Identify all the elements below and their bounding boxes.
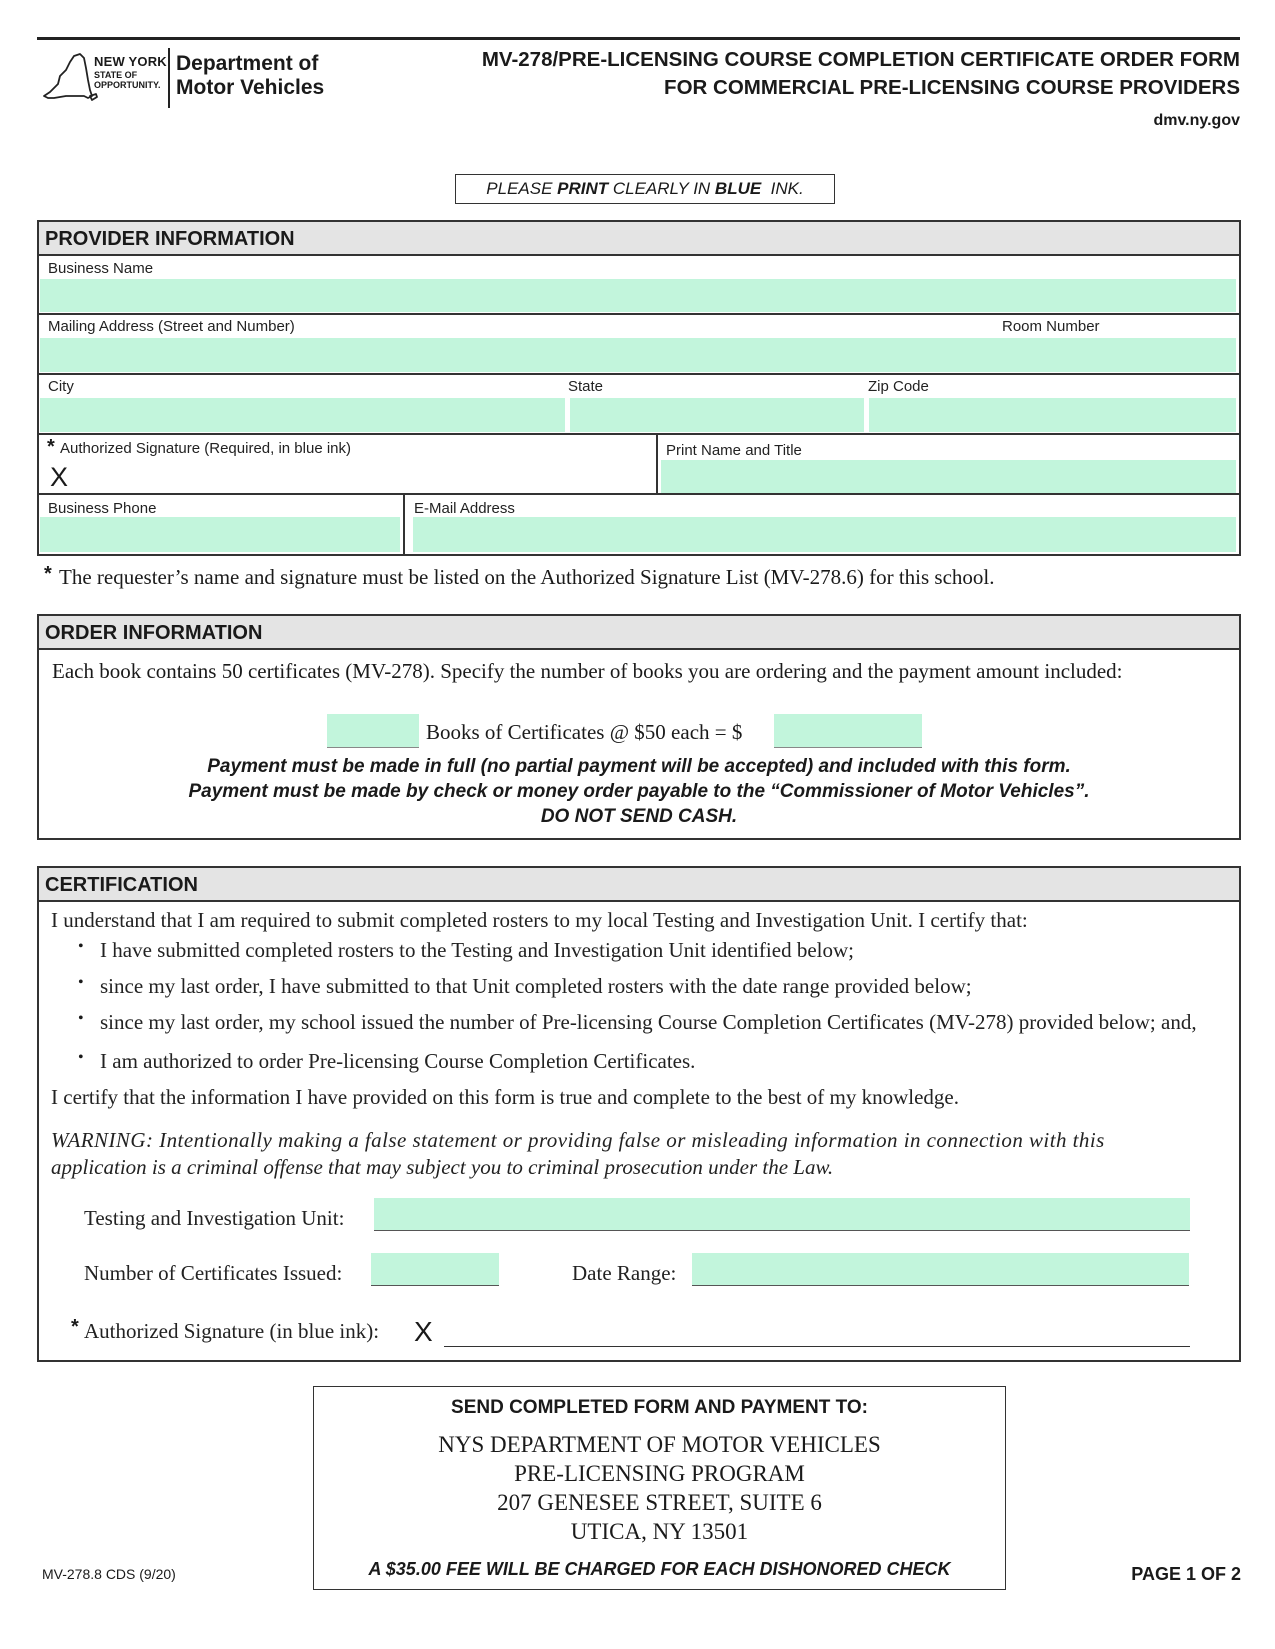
payment-note-line3: DO NOT SEND CASH. [540,806,738,827]
dmv-logo [40,48,340,110]
logo-dept-line1: Department of [176,52,319,75]
form-title-line1: MV-278/PRE-LICENSING COURSE COMPLETION CERTIFICATE ORDER FORM [481,48,1240,71]
bullet-mark: • [78,1049,84,1066]
form-id: MV-278.8 CDS (9/20) [42,1566,176,1582]
city-label: City [48,378,74,395]
logo-divider [168,48,170,108]
phone-column-divider [403,493,405,555]
bullet-mark: • [78,938,84,955]
business-phone-field[interactable] [40,517,400,552]
print-name-title-label: Print Name and Title [666,442,802,459]
instruction-post: INK. [761,179,804,198]
instruction-pre: PLEASE [486,179,558,198]
provider-information-heading: PROVIDER INFORMATION [39,222,1239,256]
certification-bullet: I am authorized to order Pre-licensing Course Completion Certificates. [100,1049,696,1073]
number-of-books-field[interactable] [327,714,419,748]
order-intro-text: Each book contains 50 certificates (MV-278). Specify the number of books you are ordering and the payment amount included: [52,659,1123,683]
books-of-certificates-text: Books of Certificates @ $50 each = $ [426,720,743,744]
payment-amount-field[interactable] [774,714,922,748]
authorized-signature-area[interactable] [80,462,650,492]
city-field[interactable] [40,398,565,432]
date-range-field[interactable] [692,1253,1189,1286]
logo-state-line2: STATE OF [94,70,138,80]
instruction-mid: CLEARLY IN [608,179,715,198]
print-instruction-box [455,174,835,204]
provider-row-divider [37,493,1241,495]
mailing-line3: 207 GENESEE STREET, SUITE 6 [497,1490,822,1515]
certification-heading: CERTIFICATION [39,868,1239,902]
payment-note-line1: Payment must be made in full (no partial payment will be accepted) and included with this form. [207,756,1071,777]
instruction-print: PRINT [557,179,609,198]
mailing-line1: NYS DEPARTMENT OF MOTOR VEHICLES [438,1432,881,1457]
mailing-line4: UTICA, NY 13501 [570,1519,749,1544]
state-field[interactable] [570,398,864,432]
logo-dept-line2: Motor Vehicles [176,76,325,99]
cert-signature-label: Authorized Signature (in blue ink): [84,1319,380,1343]
form-title-line2: FOR COMMERCIAL PRE-LICENSING COURSE PROVIDERS [664,76,1240,99]
order-information-section [37,614,1241,840]
number-issued-label: Number of Certificates Issued: [84,1261,343,1285]
print-name-title-field[interactable] [661,460,1236,493]
provider-row-divider [37,433,1241,435]
testing-investigation-unit-label: Testing and Investigation Unit: [84,1206,345,1230]
page-number: PAGE 1 OF 2 [1131,1564,1241,1584]
logo-state-line1: NEW YORK [94,54,167,69]
cert-signature-required-star: * [71,1316,79,1338]
certification-intro: I understand that I am required to submit completed rosters to my local Testing and Investigation Unit. I certify that: [51,908,1028,932]
number-issued-field[interactable] [371,1253,499,1286]
warning-line2: application is a criminal offense that may subject you to criminal prosecution under the Law. [51,1155,834,1179]
website: dmv.ny.gov [1153,112,1240,129]
authorized-signature-label: Authorized Signature (Required, in blue ink) [60,440,351,457]
payment-note-line2: Payment must be made by check or money order payable to the “Commissioner of Motor Vehicles”. [188,781,1090,802]
provider-row-divider [37,313,1241,315]
mailing-address-label: Mailing Address (Street and Number) [48,318,295,335]
zip-code-label: Zip Code [868,378,929,395]
certification-bullet: I have submitted completed rosters to the Testing and Investigation Unit identified below; [100,938,854,962]
certification-bullet: since my last order, my school issued the number of Pre-licensing Course Completion Certificates (MV-278) provided below; and, [100,1010,1197,1034]
warning-line1: WARNING: Intentionally making a false statement or providing false or misleading information in connection with this [51,1128,1105,1152]
certification-bullet: since my last order, I have submitted to that Unit completed rosters with the date range provided below; [100,974,972,998]
cert-signature-x-mark: X [414,1316,433,1347]
header-top-rule [37,37,1240,40]
certify-statement: I certify that the information I have provided on this form is true and complete to the best of my knowledge. [51,1085,960,1109]
business-name-field[interactable] [40,279,1236,312]
zip-code-field[interactable] [869,398,1236,432]
testing-investigation-unit-field[interactable] [374,1198,1190,1231]
mailing-line2: PRE-LICENSING PROGRAM [514,1461,805,1486]
signature-x-mark: X [50,462,69,492]
room-number-label: Room Number [1002,318,1100,335]
cert-signature-line[interactable] [444,1346,1190,1347]
business-phone-label: Business Phone [48,500,157,517]
dishonored-check-fee-note: A $35.00 FEE WILL BE CHARGED FOR EACH DISHONORED CHECK [368,1559,951,1579]
new-york-state-map-icon [40,50,98,106]
business-name-label: Business Name [48,260,154,277]
email-address-field[interactable] [413,517,1236,552]
provider-row-divider [37,373,1241,375]
footnote-star: * [44,563,52,585]
bullet-mark: • [78,1010,84,1027]
authorized-list-footnote: The requester’s name and signature must be listed on the Authorized Signature List (MV-278.6) for this school. [59,565,995,589]
provider-information-section [37,220,1241,556]
email-address-label: E-Mail Address [414,500,515,517]
auth-signature-required-star: * [47,436,55,458]
state-label: State [568,378,604,395]
date-range-label: Date Range: [572,1261,677,1285]
signature-column-divider [656,433,658,494]
mailing-address-field[interactable] [40,338,1236,372]
send-to-heading: SEND COMPLETED FORM AND PAYMENT TO: [451,1397,868,1418]
mailing-address-box [313,1386,1006,1590]
logo-state-line3: OPPORTUNITY. [94,80,161,90]
bullet-mark: • [78,974,84,991]
order-information-heading: ORDER INFORMATION [39,616,1239,650]
instruction-blue: BLUE [714,179,762,198]
